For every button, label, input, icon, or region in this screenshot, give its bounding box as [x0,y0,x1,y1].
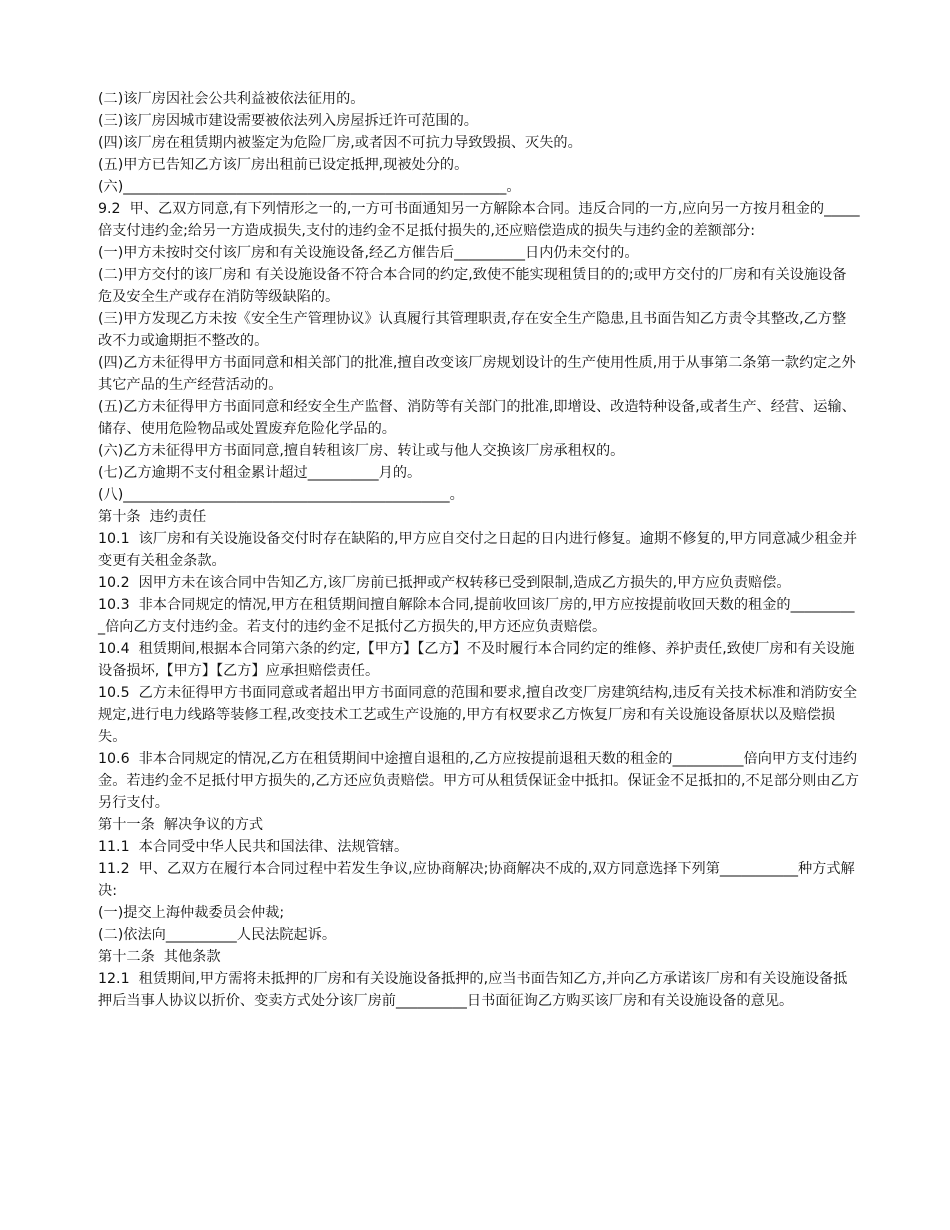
document-body [90,88,860,1012]
contract-paragraph: (四)该厂房在租赁期内被鉴定为危险厂房,或者因不可抗力导致毁损、灭失的。 [98,135,582,151]
contract-paragraph: (三)甲方发现乙方未按《安全生产管理协议》认真履行其管理职责,存在安全生产隐患,且书面告知乙方责令其整改,乙方整改不力或逾期拒不整改的。 [98,311,847,349]
contract-paragraph: (一)提交上海仲裁委员会仲裁; [98,905,285,921]
contract-paragraph: 11.2 甲、乙双方在履行本合同过程中若发生争议,应协商解决;协商解决不成的,双方同意选择下列第___________种方式解决: [98,861,855,899]
contract-paragraph: (二)该厂房因社会公共利益被依法征用的。 [98,91,365,107]
contract-paragraph: 10.2 因甲方未在该合同中告知乙方,该厂房前已抵押或产权转移已受到限制,造成乙方损失的,甲方应负责赔偿。 [98,575,791,591]
contract-paragraph: (三)该厂房因城市建设需要被依法列入房屋拆迁许可范围的。 [98,113,478,129]
contract-paragraph: (二)甲方交付的该厂房和 有关设施设备不符合本合同的约定,致使不能实现租赁目的的;或甲方交付的厂房和有关设施设备危及安全生产或存在消防等级缺陷的。 [98,267,847,305]
document-page [90,88,860,1012]
contract-paragraph: 12.1 租赁期间,甲方需将未抵押的厂房和有关设施设备抵押的,应当书面告知乙方,并向乙方承诺该厂房和有关设施设备抵押后当事人协议以折价、变卖方式处分该厂房前__________日书面征询乙方购买该厂房和有关设施设备的意见。 [98,971,848,1009]
contract-paragraph: 10.5 乙方未征得甲方书面同意或者超出甲方书面同意的范围和要求,擅自改变厂房建筑结构,违反有关技术标准和消防安全规定,进行电力线路等装修工程,改变技术工艺或生产设施的,甲方有权要求乙方恢复厂房和有关设施设备原状以及赔偿损失。 [98,685,858,745]
contract-paragraph: 10.4 租赁期间,根据本合同第六条的约定,【甲方】【乙方】不及时履行本合同约定的维修、养护责任,致使厂房和有关设施设备损坏,【甲方】【乙方】应承担赔偿责任。 [98,641,855,679]
contract-paragraph: 11.1 本合同受中华人民共和国法律、法规管辖。 [98,839,409,855]
contract-paragraph: (六)乙方未征得甲方书面同意,擅自转租该厂房、转让或与他人交换该厂房承租权的。 [98,443,625,459]
contract-paragraph: 10.3 非本合同规定的情况,甲方在租赁期间擅自解除本合同,提前收回该厂房的,甲方应按提前收回天数的租金的__________倍向乙方支付违约金。若支付的违约金不足抵付乙方损失的,甲方还应负责赔偿。 [98,597,855,635]
contract-paragraph: 第十一条 解决争议的方式 [98,817,264,833]
contract-paragraph: (七)乙方逾期不支付租金累计超过__________月的。 [98,465,422,481]
contract-paragraph: 10.1 该厂房和有关设施设备交付时存在缺陷的,甲方应自交付之日起的日内进行修复。逾期不修复的,甲方同意减少租金并变更有关租金条款。 [98,531,858,569]
contract-paragraph: 9.2 甲、乙双方同意,有下列情形之一的,一方可书面通知另一方解除本合同。违反合同的一方,应向另一方按月租金的_____倍支付违约金;给另一方造成损失,支付的违约金不足抵付损失的,还应赔偿造成的损失与违约金的差额部分: [98,201,860,239]
contract-paragraph: (五)甲方已告知乙方该厂房出租前已设定抵押,现被处分的。 [98,157,469,173]
contract-paragraph: 10.6 非本合同规定的情况,乙方在租赁期间中途擅自退租的,乙方应按提前退租天数的租金的__________倍向甲方支付违约金。若违约金不足抵付甲方损失的,乙方还应负责赔偿。甲方可从租赁保证金中抵扣。保证金不足抵扣的,不足部分则由乙方另行支付。 [98,751,859,811]
contract-paragraph: (五)乙方未征得甲方书面同意和经安全生产监督、消防等有关部门的批准,即增设、改造特种设备,或者生产、经营、运输、储存、使用危险物品或处置废弃危险化学品的。 [98,399,856,437]
contract-paragraph: (二)依法向__________人民法院起诉。 [98,927,337,943]
contract-paragraph: (六)______________________________________________________。 [98,179,521,195]
contract-paragraph: (一)甲方未按时交付该厂房和有关设施设备,经乙方催告后__________日内仍未交付的。 [98,245,639,261]
contract-paragraph: 第十条 违约责任 [98,509,207,525]
contract-paragraph: (八)______________________________________________。 [98,487,464,503]
contract-paragraph: (四)乙方未征得甲方书面同意和相关部门的批准,擅自改变该厂房规划设计的生产使用性质,用于从事第二条第一款约定之外其它产品的生产经营活动的。 [98,355,856,393]
contract-paragraph: 第十二条 其他条款 [98,949,221,965]
